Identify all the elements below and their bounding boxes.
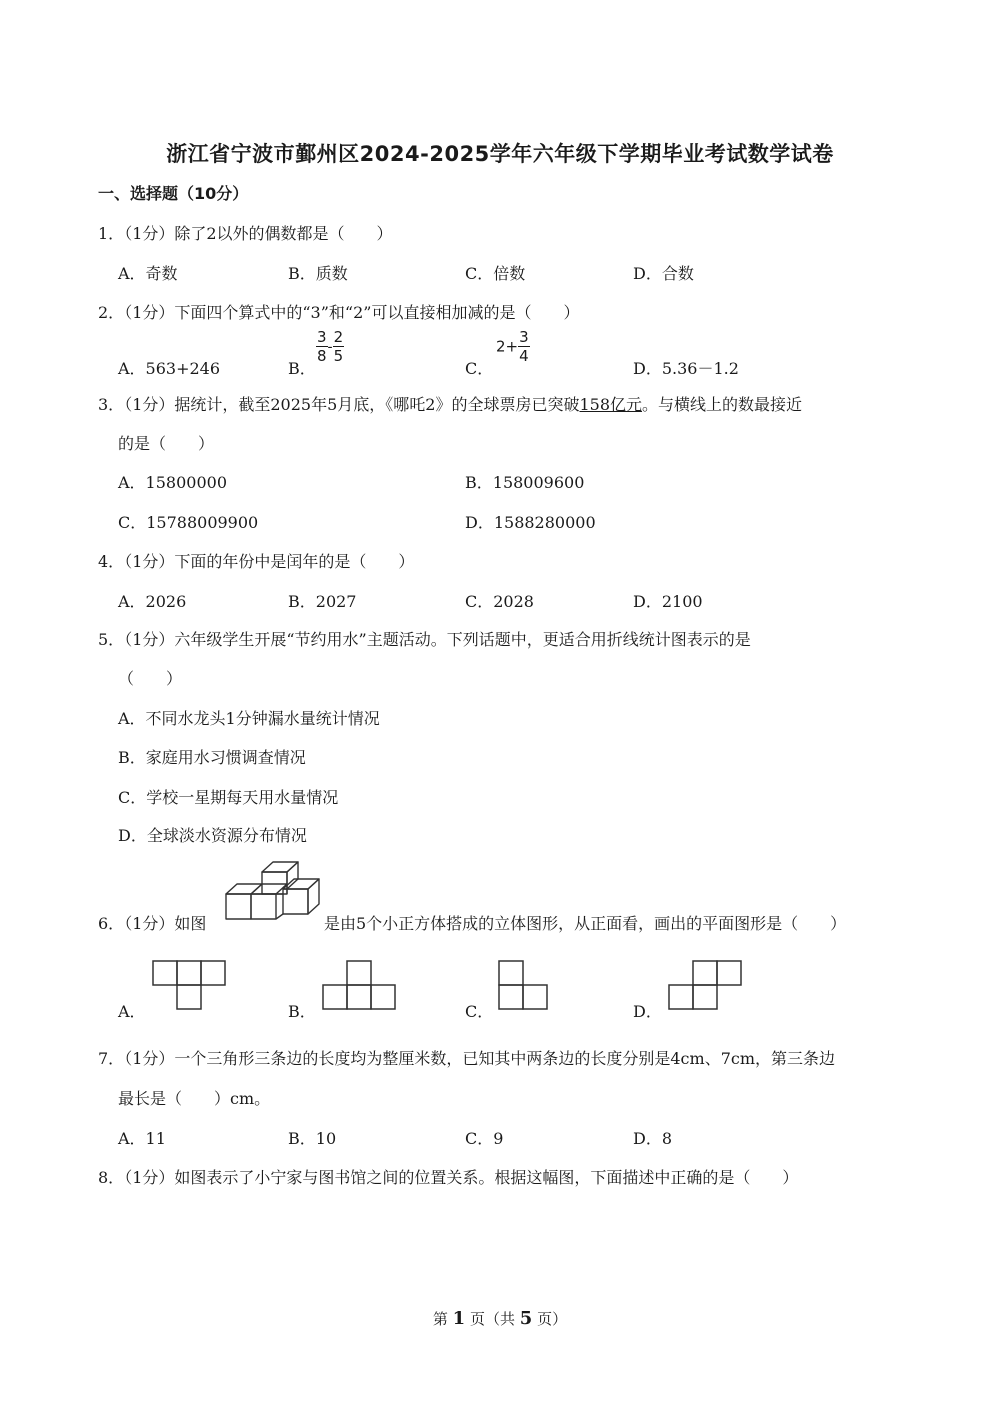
question-number: 8．	[98, 1168, 125, 1187]
option-b-figure	[322, 960, 398, 1010]
page-footer	[0, 1308, 1000, 1329]
question-score: （1分）	[124, 552, 175, 571]
option: D．5.36－1.2	[633, 359, 739, 378]
underlined-number: 158亿元	[579, 395, 643, 414]
option-label: B．	[288, 1002, 316, 1021]
option: B．158009600	[465, 473, 585, 492]
footer-text: 页）	[537, 1310, 568, 1328]
fraction	[333, 328, 345, 365]
option: C．15788009900	[118, 513, 259, 532]
whole-number: 2+	[496, 337, 519, 356]
fraction	[316, 328, 328, 365]
numerator: 3	[317, 328, 327, 346]
question-text-line2: 的是（ ）	[118, 434, 215, 453]
option: D．8	[633, 1129, 673, 1148]
operator: -	[327, 337, 333, 356]
footer-text: 页（共	[469, 1310, 515, 1328]
question-2	[98, 300, 579, 323]
question-score: （1分）	[124, 630, 175, 649]
question-8	[98, 1165, 798, 1188]
option: B．家庭用水习惯调查情况	[118, 748, 306, 767]
option: C．9	[465, 1129, 504, 1148]
question-text: 是由5个小正方体搭成的立体图形，从正面看，画出的平面图形是（ ）	[324, 914, 847, 933]
option-label: A．	[118, 1002, 146, 1021]
question-score: （1分）	[124, 914, 175, 933]
question-3	[98, 392, 802, 415]
numerator: 3	[519, 328, 529, 346]
question-text-line2: 最长是（ ）cm。	[118, 1089, 271, 1108]
question-text: 下面四个算式中的“3”和“2”可以直接相加减的是（ ）	[174, 303, 580, 322]
denominator: 5	[333, 347, 344, 365]
fraction-expression	[496, 328, 530, 365]
question-score: （1分）	[124, 395, 175, 414]
question-1	[98, 221, 393, 244]
option: C．2028	[465, 592, 534, 611]
option-label: B．	[288, 359, 316, 378]
question-number: 3．	[98, 395, 125, 414]
footer-text: 第	[432, 1310, 448, 1328]
question-text: 下面的年份中是闰年的是（ ）	[174, 552, 415, 571]
option-d-figure	[668, 960, 744, 1010]
option-c-figure	[498, 960, 550, 1010]
option-label: D．	[633, 1002, 662, 1021]
question-number: 2．	[98, 303, 125, 322]
question-number: 1．	[98, 224, 125, 243]
option: B．质数	[288, 264, 348, 283]
question-5	[98, 627, 751, 650]
section-heading: 一、选择题（10分）	[98, 184, 249, 203]
question-number: 6．	[98, 914, 125, 933]
question-text: 如图	[174, 914, 207, 933]
question-text: 六年级学生开展“节约用水”主题活动。下列话题中，更适合用折线统计图表示的是	[174, 630, 751, 649]
option: B．10	[288, 1129, 337, 1148]
question-number: 7．	[98, 1049, 125, 1068]
exam-title: 浙江省宁波市鄞州区2024-2025学年六年级下学期毕业考试数学试卷	[166, 142, 834, 166]
question-text: 一个三角形三条边的长度均为整厘米数，已知其中两条边的长度分别是4cm、7cm，第三条边	[174, 1049, 836, 1068]
page-total: 5	[519, 1308, 533, 1329]
question-score: （1分）	[124, 1049, 175, 1068]
question-number: 5．	[98, 630, 125, 649]
cube-solid-figure	[224, 854, 324, 924]
option-a-figure	[152, 960, 228, 1010]
question-score: （1分）	[124, 1168, 175, 1187]
question-7	[98, 1046, 835, 1069]
option: A．不同水龙头1分钟漏水量统计情况	[118, 709, 380, 728]
page-number: 1	[452, 1308, 466, 1329]
fraction	[518, 328, 530, 365]
option: A．2026	[118, 592, 187, 611]
option: A．11	[118, 1129, 166, 1148]
option: A．奇数	[118, 264, 178, 283]
question-text: 如图表示了小宁家与图书馆之间的位置关系。根据这幅图，下面描述中正确的是（ ）	[174, 1168, 799, 1187]
question-4	[98, 549, 414, 572]
denominator: 4	[519, 347, 529, 365]
option: C．倍数	[465, 264, 526, 283]
denominator: 8	[317, 347, 327, 365]
option: A．563+246	[118, 359, 221, 378]
option: C．学校一星期每天用水量情况	[118, 788, 339, 807]
question-text: 除了2以外的偶数都是（ ）	[174, 224, 393, 243]
option: B．2027	[288, 592, 357, 611]
question-score: （1分）	[124, 224, 175, 243]
option: D．全球淡水资源分布情况	[118, 826, 307, 845]
question-6	[98, 911, 206, 934]
numerator: 2	[333, 328, 344, 346]
question-text-line2: （ ）	[118, 669, 183, 688]
question-text: 。与横线上的数最接近	[642, 395, 803, 414]
question-number: 4．	[98, 552, 125, 571]
option: D．1588280000	[465, 513, 596, 532]
option: A．15800000	[118, 473, 227, 492]
question-score: （1分）	[124, 303, 175, 322]
option-label: C．	[465, 359, 494, 378]
option: D．合数	[633, 264, 694, 283]
option-label: C．	[465, 1002, 494, 1021]
option: D．2100	[633, 592, 703, 611]
question-text: 据统计，截至2025年5月底，《哪吒2》的全球票房已突破	[174, 395, 580, 414]
fraction-expression	[316, 328, 344, 365]
